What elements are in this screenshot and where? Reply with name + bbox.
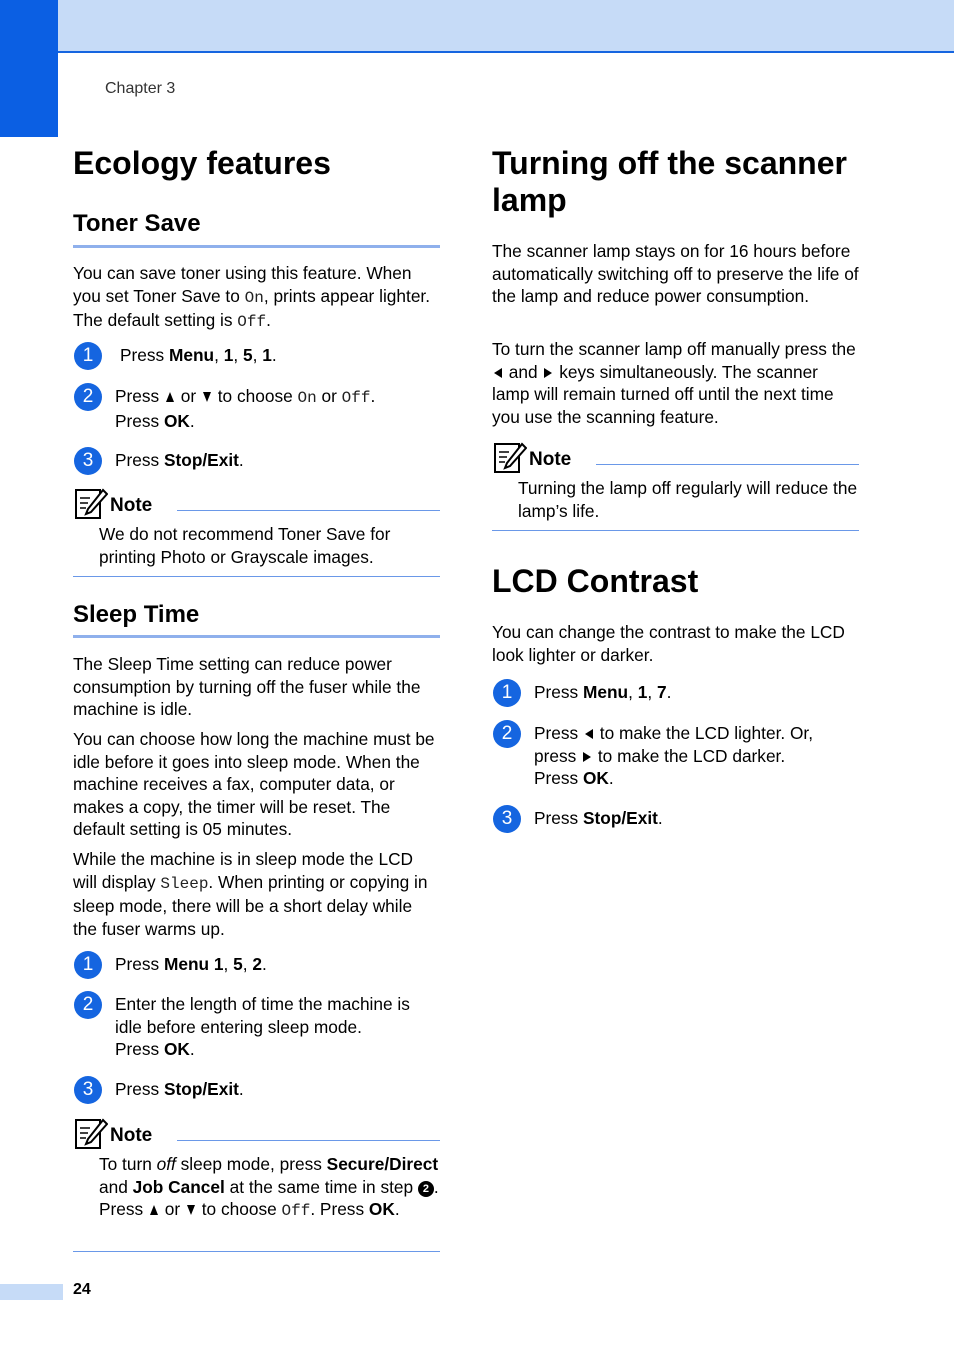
step-number-badge: 2 [74, 991, 102, 1019]
page-number: 24 [73, 1281, 91, 1298]
step-reference-badge: 2 [418, 1181, 434, 1197]
step-number-badge: 1 [493, 679, 521, 707]
page-number-tab [0, 1284, 63, 1300]
step-number-badge: 3 [493, 805, 521, 833]
lcd-step-1: 1 Press Menu, 1, 7. [492, 679, 859, 709]
heading-rule [73, 635, 440, 638]
note-rule [596, 464, 859, 465]
lcd-step-3: 3 Press Stop/Exit. [492, 805, 859, 835]
note-rule [177, 510, 440, 511]
sleep-paragraph-3: While the machine is in sleep mode the LCD will display Sleep. When printing or copying in sleep mode, there will be a short delay while the fuser warms up. [73, 849, 428, 939]
note-text: We do not recommend Toner Save for printing Photo or Grayscale images. [99, 524, 391, 567]
toner-paragraph: You can save toner using this feature. When you set Toner Save to On, prints appear lighter. The default setting is Off. [73, 263, 431, 331]
lcd-step-2: 2 Press to make the LCD lighter. Or, press to make the LCD darker. Press OK. [492, 720, 859, 792]
step-number-badge: 2 [74, 383, 102, 411]
step-number-badge: 1 [74, 951, 102, 979]
step-number-badge: 1 [74, 342, 102, 370]
lamp-note [492, 441, 859, 533]
note-text: To turn off sleep mode, press Secure/Direct and Job Cancel at the same time in step 2 . Press or to choose Off. Press OK. [99, 1154, 439, 1220]
lcd-paragraph: You can change the contrast to make the LCD look lighter or darker. [492, 622, 845, 665]
step-number-badge: 3 [74, 447, 102, 475]
toner-step-1: 1 Press Menu, 1, 5, 1. [73, 342, 440, 372]
lamp-paragraph-2: To turn the scanner lamp off manually press the and keys simultaneously. The scanner lamp will remain turned off until the next time you use the scanning feature. [492, 339, 856, 427]
chapter-side-tab [0, 0, 58, 137]
down-arrow-icon [203, 392, 211, 402]
note-pencil-icon [74, 1117, 108, 1151]
note-bottom-rule [492, 530, 859, 531]
sleep-paragraph-2: You can choose how long the machine must be idle before it goes into sleep mode. When the machine receives a fax, computer data, or makes a copy, the timer will be reset. The default setting is 05 minutes. [73, 729, 435, 839]
toner-note [73, 487, 440, 579]
header-band [0, 0, 954, 53]
chapter-label: Chapter 3 [105, 80, 176, 97]
note-bottom-rule [73, 576, 440, 577]
sleep-step-2: 2 Enter the length of time the machine is idle before entering sleep mode. Press OK. [73, 991, 440, 1063]
note-label: Note [529, 449, 572, 470]
down-arrow-icon [187, 1205, 195, 1215]
note-pencil-icon [493, 441, 527, 475]
note-label: Note [110, 495, 153, 516]
heading-sleep-time: Sleep Time [73, 601, 200, 628]
step-number-badge: 2 [493, 720, 521, 748]
note-pencil-icon [74, 487, 108, 521]
left-arrow-icon [494, 368, 502, 378]
sleep-note [73, 1117, 440, 1255]
toner-step-2: 2 Press or to choose On or Off. Press OK. [73, 383, 440, 435]
lamp-paragraph-1: The scanner lamp stays on for 16 hours before automatically switching off to preserve the life of the lamp and reduce power consumption. [492, 241, 859, 306]
heading-toner-save: Toner Save [73, 210, 201, 237]
sleep-step-3: 3 Press Stop/Exit. [73, 1076, 440, 1106]
section-title-lcd-contrast: LCD Contrast [492, 563, 699, 599]
note-text: Turning the lamp off regularly will reduce the lamp’s life. [518, 478, 858, 521]
right-arrow-icon [544, 368, 552, 378]
up-arrow-icon [166, 392, 174, 402]
step-number-badge: 3 [74, 1076, 102, 1104]
note-rule [177, 1140, 440, 1141]
note-bottom-rule [73, 1251, 440, 1252]
sleep-step-1: 1 Press Menu 1, 5, 2. [73, 951, 440, 981]
left-arrow-icon [585, 729, 593, 739]
heading-rule [73, 245, 440, 248]
toner-step-3: 3 Press Stop/Exit. [73, 447, 440, 477]
note-label: Note [110, 1125, 153, 1146]
up-arrow-icon [150, 1205, 158, 1215]
right-arrow-icon [583, 752, 591, 762]
section-title-scanner-lamp: Turning off the scanner lamp [492, 145, 847, 218]
sleep-paragraph-1: The Sleep Time setting can reduce power consumption by turning off the fuser while the machine is idle. [73, 654, 421, 719]
section-title-ecology: Ecology features [73, 145, 331, 181]
